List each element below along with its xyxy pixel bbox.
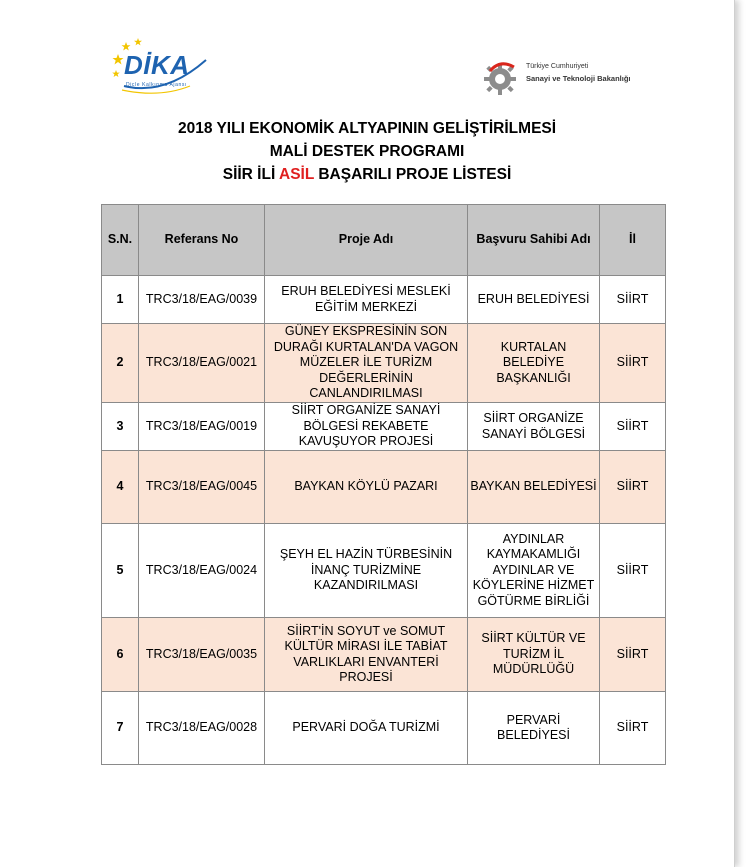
table-row: [102, 524, 666, 618]
title-line-2: MALİ DESTEK PROGRAMI: [269, 143, 465, 160]
gear-icon: [480, 57, 520, 97]
cell-applicant: AYDINLAR KAYMAKAMLIĞI AYDINLAR VE KÖYLERİNE HİZMET GÖTÜRME BİRLİĞİ: [468, 524, 600, 618]
table-row: [102, 451, 666, 524]
cell-sn: 5: [102, 524, 139, 618]
cell-ref: TRC3/18/EAG/0045: [139, 451, 265, 524]
col-header-project: Proje Adı: [265, 205, 468, 276]
dika-logo: [110, 38, 210, 100]
dika-tagline: Dicle Kalkınma Ajansı: [126, 82, 187, 88]
cell-sn: 6: [102, 618, 139, 692]
table-row: [102, 276, 666, 324]
col-header-city: İl: [600, 205, 666, 276]
cell-project: ŞEYH EL HAZİN TÜRBESİNİN İNANÇ TURİZMİNE KAZANDIRILMASI: [265, 524, 468, 618]
cell-sn: 3: [102, 403, 139, 451]
col-header-applicant: Başvuru Sahibi Adı: [468, 205, 600, 276]
cell-city: SİİRT: [600, 324, 666, 403]
title-line-1: 2018 YILI EKONOMİK ALTYAPININ GELİŞTİRİLMESİ: [177, 120, 557, 137]
table-row: [102, 403, 666, 451]
title-suffix: BAŞARILI PROJE LİSTESİ: [314, 166, 512, 183]
cell-project: SİİRT'İN SOYUT ve SOMUT KÜLTÜR MİRASI İLE TABİAT VARLIKLARI ENVANTERİ PROJESİ: [265, 618, 468, 692]
cell-ref: TRC3/18/EAG/0028: [139, 692, 265, 765]
cell-city: SİİRT: [600, 524, 666, 618]
col-header-sn: S.N.: [102, 205, 139, 276]
title-line-3: [0, 163, 734, 186]
cell-ref: TRC3/18/EAG/0021: [139, 324, 265, 403]
cell-city: SİİRT: [600, 276, 666, 324]
cell-city: SİİRT: [600, 451, 666, 524]
cell-project: PERVARİ DOĞA TURİZMİ: [265, 692, 468, 765]
cell-project: ERUH BELEDİYESİ MESLEKİ EĞİTİM MERKEZİ: [265, 276, 468, 324]
cell-project: BAYKAN KÖYLÜ PAZARI: [265, 451, 468, 524]
cell-applicant: SİİRT KÜLTÜR VE TURİZM İL MÜDÜRLÜĞÜ: [468, 618, 600, 692]
table-row: [102, 618, 666, 692]
title-highlight: ASİL: [279, 166, 315, 183]
cell-sn: 7: [102, 692, 139, 765]
ministry-line1: Türkiye Cumhuriyeti: [526, 63, 589, 70]
cell-project: SİİRT ORGANİZE SANAYİ BÖLGESİ REKABETE KAVUŞUYOR PROJESİ: [265, 403, 468, 451]
cell-applicant: PERVARİ BELEDİYESİ: [468, 692, 600, 765]
cell-ref: TRC3/18/EAG/0019: [139, 403, 265, 451]
project-table: [101, 204, 666, 765]
cell-sn: 4: [102, 451, 139, 524]
title-prefix: SİİR İLİ: [222, 166, 279, 183]
col-header-ref: Referans No: [139, 205, 265, 276]
table-row: [102, 692, 666, 765]
cell-applicant: SİİRT ORGANİZE SANAYİ BÖLGESİ: [468, 403, 600, 451]
cell-applicant: BAYKAN BELEDİYESİ: [468, 451, 600, 524]
dika-wordmark: DİKA: [124, 50, 190, 80]
cell-sn: 1: [102, 276, 139, 324]
cell-sn: 2: [102, 324, 139, 403]
table-row: [102, 324, 666, 403]
cell-ref: TRC3/18/EAG/0039: [139, 276, 265, 324]
table-body: [102, 276, 666, 765]
cell-applicant: ERUH BELEDİYESİ: [468, 276, 600, 324]
cell-applicant: KURTALAN BELEDİYE BAŞKANLIĞI: [468, 324, 600, 403]
cell-city: SİİRT: [600, 618, 666, 692]
cell-ref: TRC3/18/EAG/0024: [139, 524, 265, 618]
cell-ref: TRC3/18/EAG/0035: [139, 618, 265, 692]
ministry-line2: Sanayi ve Teknoloji Bakanlığı: [526, 74, 631, 83]
cell-city: SİİRT: [600, 403, 666, 451]
ministry-logo: [480, 57, 650, 97]
cell-city: SİİRT: [600, 692, 666, 765]
cell-project: GÜNEY EKSPRESİNİN SON DURAĞI KURTALAN'DA VAGON MÜZELER İLE TURİZM DEĞERLERİNİN CANLANDIRILMASI: [265, 324, 468, 403]
table-header-row: [102, 205, 666, 276]
